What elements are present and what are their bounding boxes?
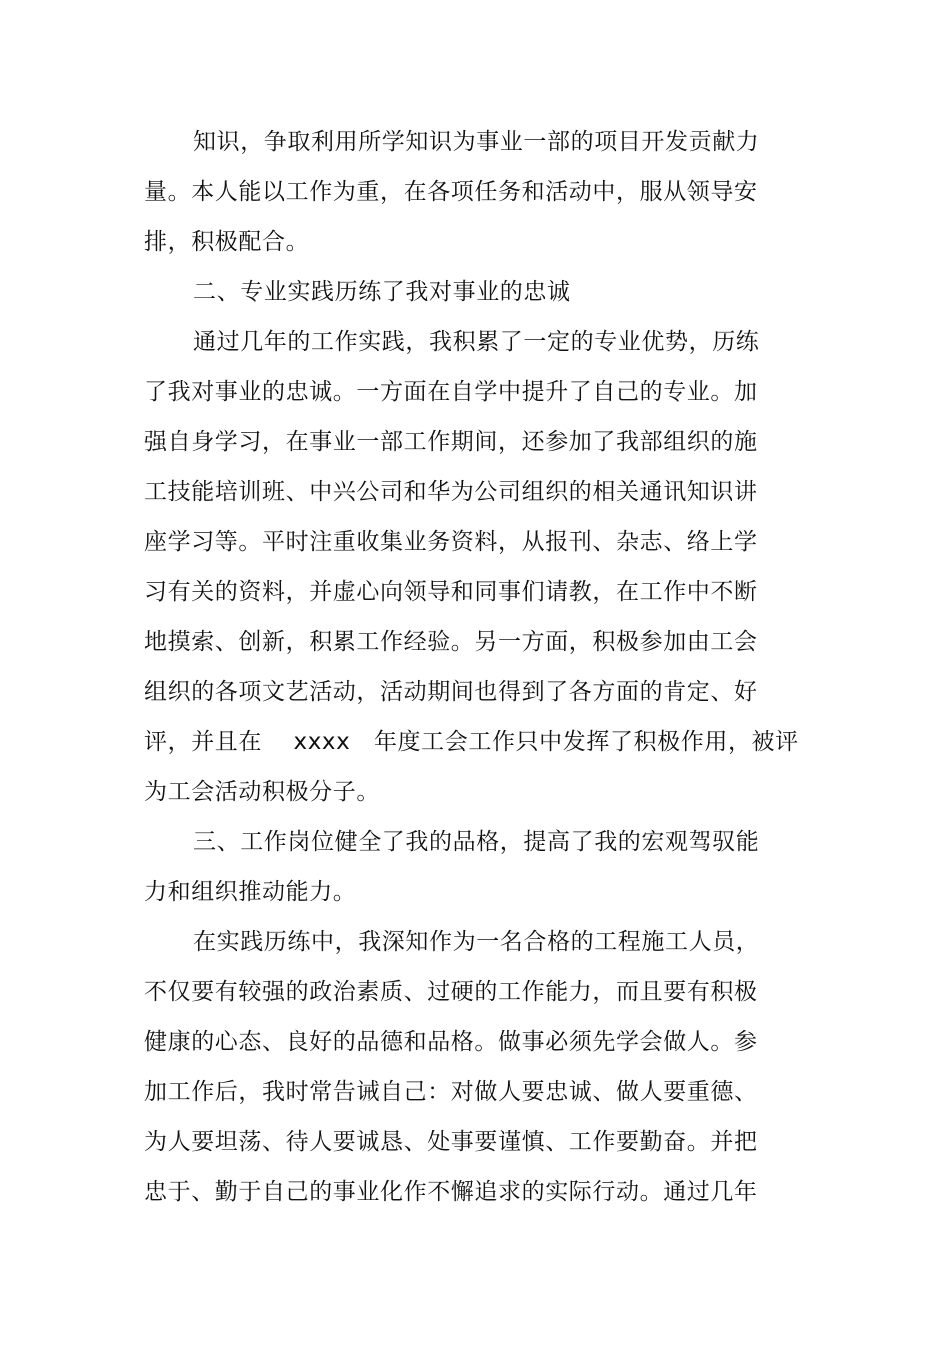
paragraph-line: 强自身学习，在事业一部工作期间，还参加了我部组织的施 <box>144 429 758 455</box>
paragraph-line: 了我对事业的忠诚。一方面在自学中提升了自己的专业。加 <box>144 379 758 405</box>
paragraph-line: 知识，争取利用所学知识为事业一部的项目开发贡献力 <box>193 129 760 155</box>
paragraph-line: 量。本人能以工作为重，在各项任务和活动中，服从领导安 <box>144 179 758 205</box>
paragraph-line: 为工会活动积极分子。 <box>144 779 380 805</box>
paragraph-line: 评，并且在 xxxx 年度工会工作只中发挥了积极作用，被评 <box>144 729 799 755</box>
paragraph-line: 为人要坦荡、待人要诚恳、处事要谨慎、工作要勤奋。并把 <box>144 1129 758 1155</box>
paragraph-line: 加工作后，我时常告诫自己：对做人要忠诚、做人要重德、 <box>144 1079 758 1105</box>
section-heading-continued: 力和组织推动能力。 <box>144 879 357 905</box>
paragraph-line: 座学习等。平时注重收集业务资料，从报刊、杂志、络上学 <box>144 529 758 555</box>
paragraph-line: 通过几年的工作实践，我积累了一定的专业优势，历练 <box>193 329 760 355</box>
paragraph-line: 不仅要有较强的政治素质、过硬的工作能力，而且要有积极 <box>144 979 758 1005</box>
paragraph-line: 忠于、勤于自己的事业化作不懈追求的实际行动。通过几年 <box>144 1179 758 1205</box>
paragraph-line: 在实践历练中，我深知作为一名合格的工程施工人员， <box>193 929 760 955</box>
section-heading: 三、工作岗位健全了我的品格，提高了我的宏观驾驭能 <box>193 829 760 855</box>
paragraph-line: 组织的各项文艺活动，活动期间也得到了各方面的肯定、好 <box>144 679 758 705</box>
paragraph-line: 工技能培训班、中兴公司和华为公司组织的相关通讯知识讲 <box>144 479 758 505</box>
paragraph-line: 习有关的资料，并虚心向领导和同事们请教，在工作中不断 <box>144 579 758 605</box>
paragraph-line: 地摸索、创新，积累工作经验。另一方面，积极参加由工会 <box>144 629 758 655</box>
section-heading: 二、专业实践历练了我对事业的忠诚 <box>193 279 571 305</box>
paragraph-line: 排，积极配合。 <box>144 229 310 255</box>
paragraph-line: 健康的心态、良好的品德和品格。做事必须先学会做人。参 <box>144 1029 758 1055</box>
